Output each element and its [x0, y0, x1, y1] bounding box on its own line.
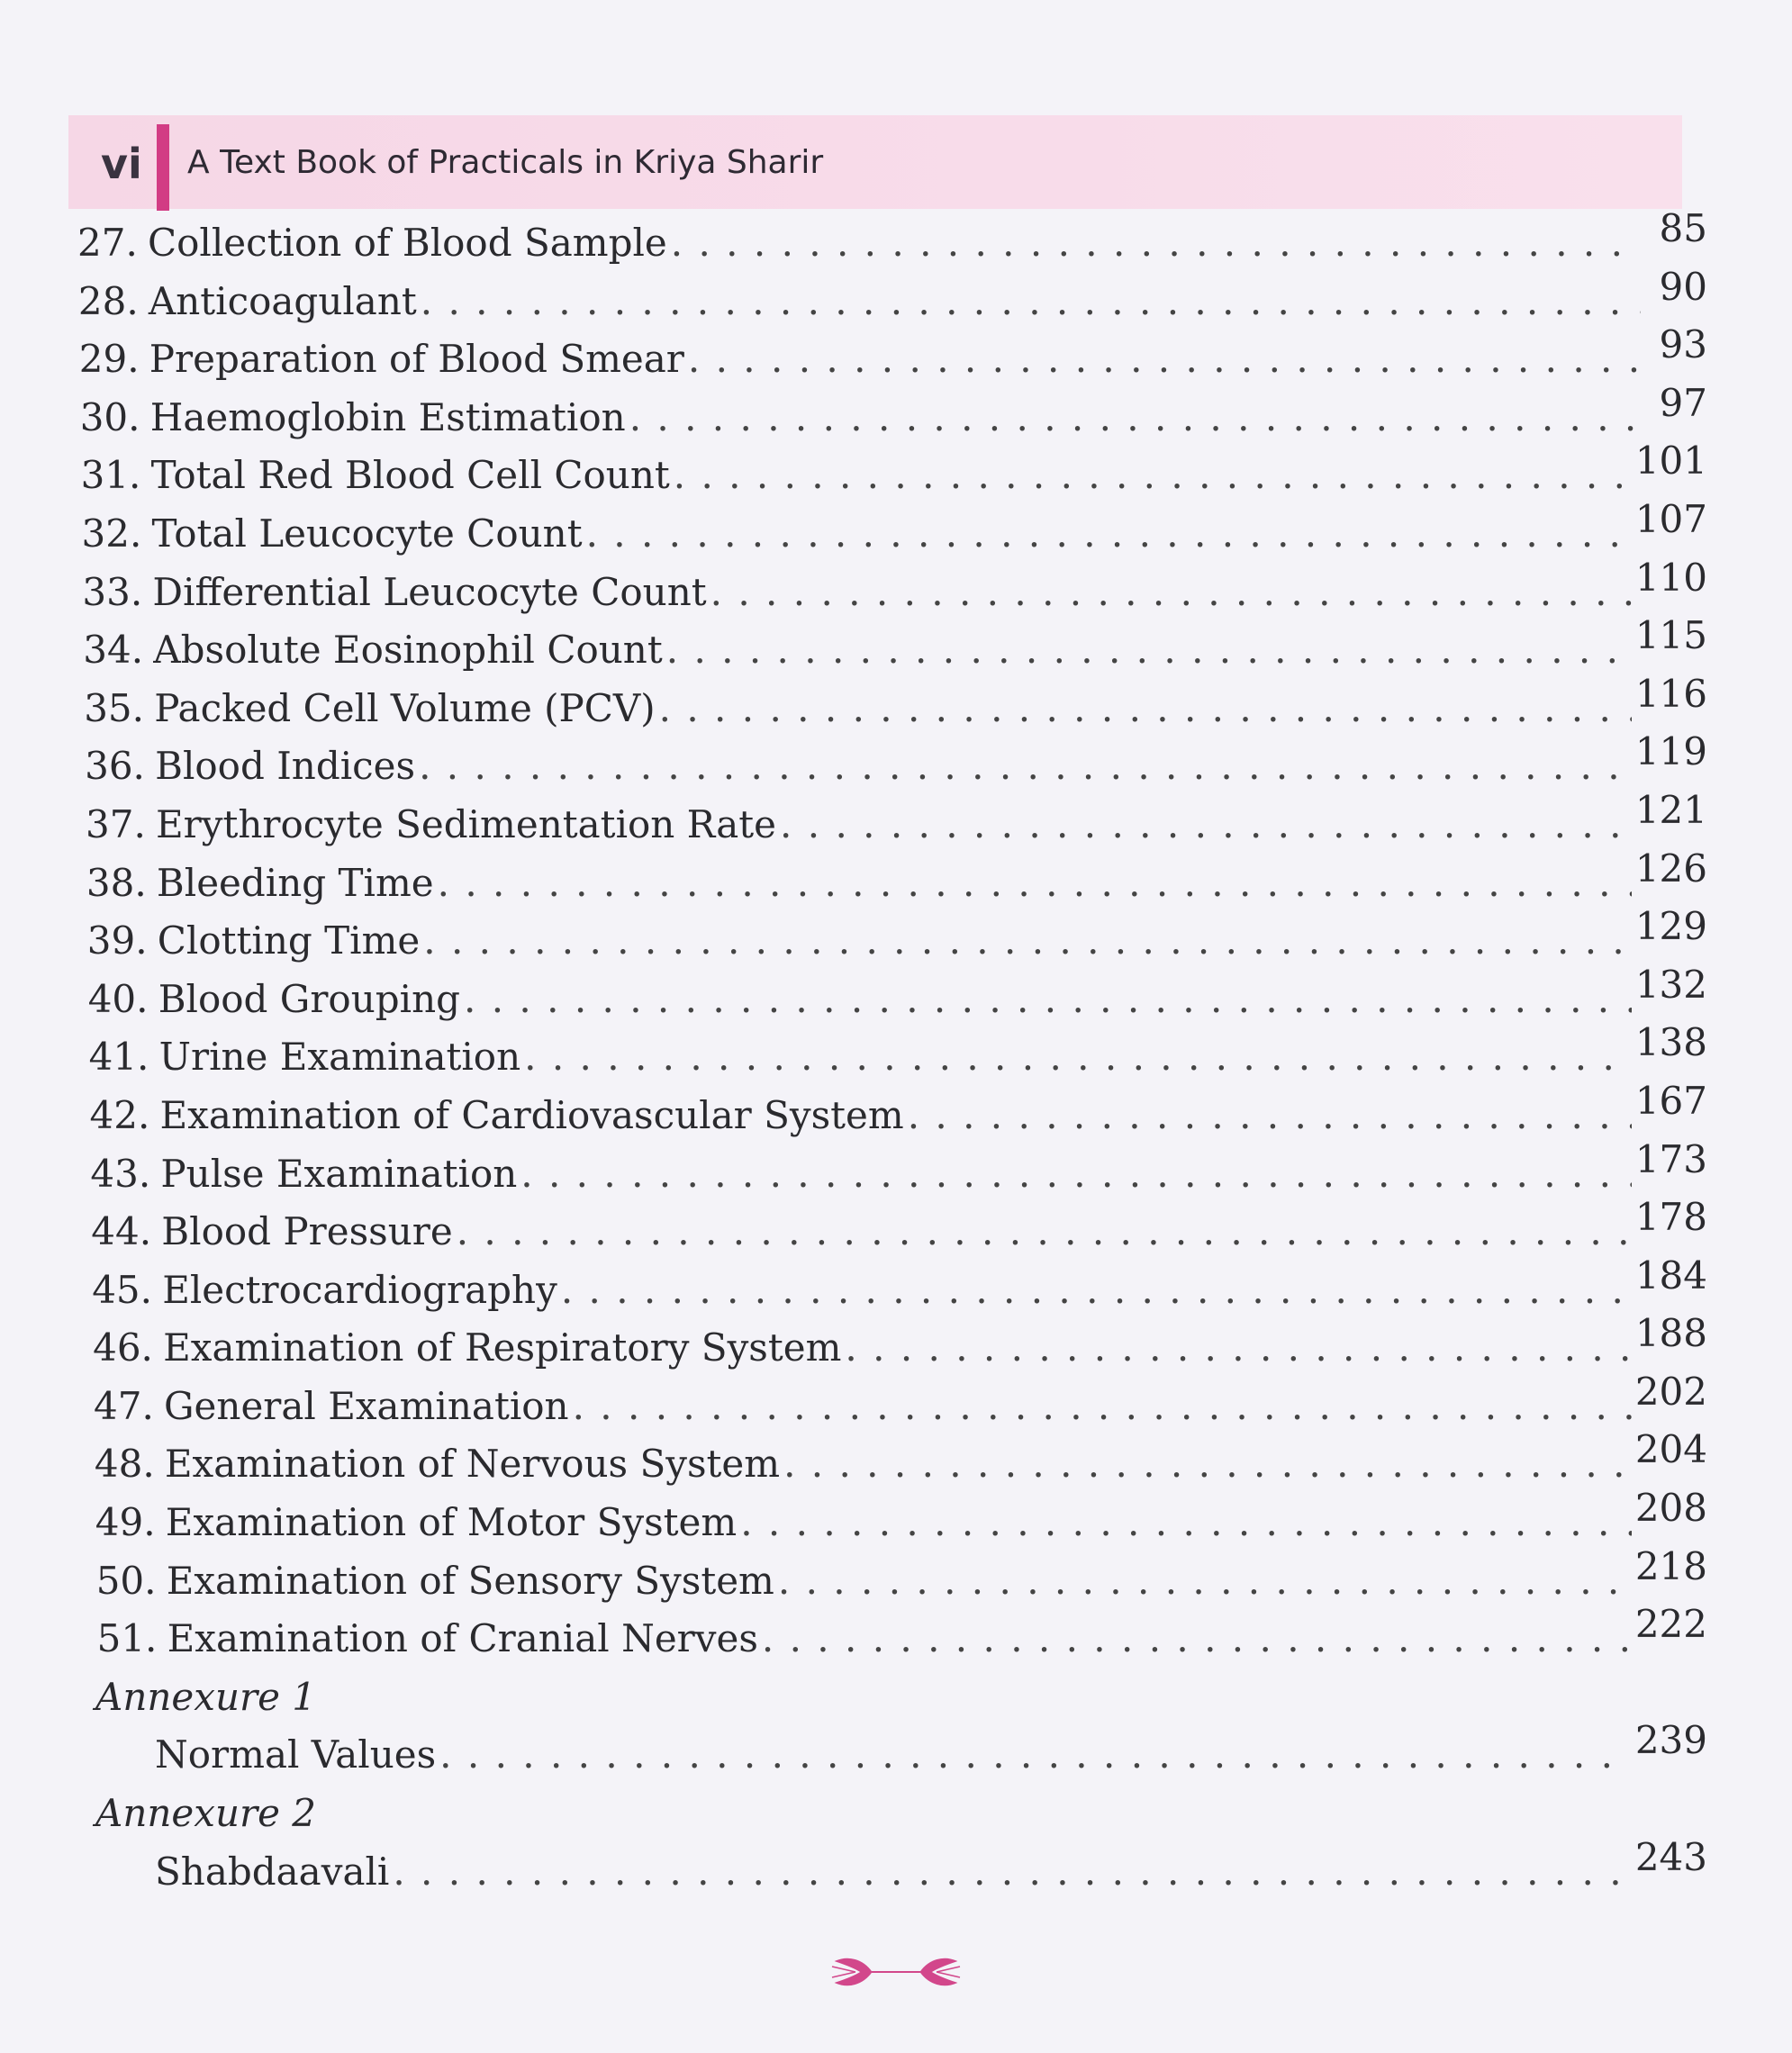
toc-dot-leader: [586, 505, 1632, 564]
toc-entry-title: Examination of Cardiovascular System: [159, 1092, 904, 1137]
toc-entry[interactable]: [77, 729, 1707, 796]
annexure-entry-page: 243: [1634, 1834, 1707, 1879]
toc-entry-title: Examination of Motor System: [165, 1500, 738, 1545]
toc-entry[interactable]: [77, 1543, 1707, 1611]
annexure-entry-page: 239: [1634, 1718, 1707, 1763]
toc-entry-number: 29.: [78, 337, 140, 382]
toc-entry-title: Differential Leucocyte Count: [152, 569, 707, 614]
toc-dot-leader: [439, 1726, 1632, 1785]
toc-entry-page: 178: [1634, 1195, 1707, 1240]
toc-entry[interactable]: [77, 555, 1707, 622]
toc-entry-page: 121: [1634, 787, 1707, 832]
toc-entry-title: Blood Indices: [155, 744, 416, 789]
toc-entry[interactable]: [77, 846, 1707, 913]
toc-entry-number: 30.: [79, 394, 140, 439]
toc-entry[interactable]: [77, 1427, 1707, 1494]
toc-entry-title: Examination of Cranial Nerves: [167, 1616, 758, 1661]
toc-dot-leader: [419, 737, 1632, 796]
toc-entry-number: 48.: [94, 1442, 155, 1487]
toc-entry[interactable]: [77, 1195, 1707, 1262]
toc-entry-title: Examination of Nervous System: [164, 1442, 781, 1487]
toc-dot-leader: [520, 1145, 1632, 1204]
toc-entry-number: 49.: [95, 1500, 156, 1545]
toc-entry-number: 27.: [77, 221, 138, 265]
toc-dot-leader: [780, 796, 1632, 855]
toc-entry-page: 222: [1634, 1602, 1707, 1647]
toc-entry-title: Bleeding Time: [156, 860, 434, 905]
toc-dot-leader: [438, 855, 1632, 913]
toc-dot-leader: [421, 273, 1641, 331]
toc-entry-page: 107: [1634, 496, 1707, 541]
toc-entry-number: 40.: [87, 976, 149, 1021]
toc-entry-page: 119: [1634, 729, 1707, 774]
toc-dot-leader: [659, 680, 1632, 738]
toc-entry[interactable]: [77, 787, 1707, 855]
table-of-contents: [77, 206, 1707, 1901]
toc-dot-leader: [393, 1843, 1631, 1902]
toc-entry-number: 35.: [84, 685, 144, 730]
toc-entry-title: Preparation of Blood Smear: [149, 337, 684, 382]
toc-dot-leader: [464, 971, 1632, 1029]
annexure-entry-title: Normal Values: [155, 1732, 437, 1777]
toc-entry-page: 184: [1634, 1253, 1707, 1298]
toc-entry[interactable]: [77, 962, 1707, 1029]
toc-entry-number: 39.: [86, 918, 148, 963]
toc-entry-number: 46.: [93, 1325, 153, 1370]
toc-entry-title: Electrocardiography: [162, 1267, 557, 1312]
toc-dot-leader: [561, 1262, 1632, 1320]
toc-dot-leader: [629, 389, 1641, 448]
toc-entry-title: Blood Pressure: [161, 1209, 453, 1254]
toc-entry-page: 85: [1659, 206, 1707, 250]
toc-entry-page: 115: [1634, 613, 1707, 658]
toc-entry-number: 33.: [82, 569, 143, 614]
toc-entry-number: 34.: [83, 628, 144, 673]
toc-entry-number: 50.: [95, 1558, 157, 1603]
toc-entry-page: 90: [1659, 264, 1707, 309]
toc-entry-number: 37.: [86, 801, 146, 846]
toc-entry-title: Examination of Sensory System: [166, 1558, 774, 1603]
toc-entry[interactable]: [77, 1311, 1707, 1378]
toc-entry-title: Anticoagulant: [148, 278, 417, 323]
toc-entry[interactable]: [77, 1253, 1707, 1320]
toc-entry-page: 97: [1659, 380, 1707, 425]
toc-entry-number: 36.: [85, 744, 145, 789]
toc-dot-leader: [573, 1378, 1632, 1436]
toc-entry-page: 110: [1634, 555, 1707, 600]
toc-dot-leader: [740, 1494, 1632, 1552]
header-accent-bar: [157, 124, 169, 211]
toc-entry-title: Clotting Time: [157, 918, 421, 963]
toc-entry-title: Erythrocyte Sedimentation Rate: [156, 801, 777, 846]
toc-entry-title: Haemoglobin Estimation: [149, 394, 626, 439]
book-title: A Text Book of Practicals in Kriya Sharir: [187, 144, 824, 181]
page-number: vi: [101, 140, 142, 188]
toc-entry-title: Absolute Eosinophil Count: [153, 628, 663, 673]
toc-entry[interactable]: [77, 380, 1707, 448]
toc-dot-leader: [783, 1435, 1632, 1494]
toc-entry-number: 42.: [89, 1092, 150, 1137]
toc-entry-number: 38.: [86, 860, 147, 905]
toc-entry-page: 93: [1659, 322, 1707, 367]
toc-dot-leader: [666, 621, 1632, 680]
annexure-entry[interactable]: [77, 1718, 1707, 1785]
toc-dot-leader: [671, 214, 1641, 273]
toc-entry-number: 43.: [90, 1151, 151, 1196]
toc-annexures: [77, 1669, 1707, 1901]
toc-entry-number: 44.: [91, 1209, 152, 1254]
toc-entry-page: 126: [1634, 846, 1707, 891]
annexure-heading: Annexure 1: [95, 1674, 317, 1719]
toc-entry[interactable]: [77, 496, 1707, 564]
toc-dot-leader: [845, 1319, 1631, 1378]
toc-dot-leader: [710, 564, 1632, 622]
toc-entry-title: Urine Examination: [158, 1035, 521, 1080]
toc-entry-page: 129: [1634, 904, 1707, 949]
toc-entry[interactable]: [77, 1020, 1707, 1087]
toc-dot-leader: [778, 1552, 1632, 1611]
toc-entry-title: Blood Grouping: [158, 976, 461, 1021]
annexure-heading: Annexure 2: [95, 1791, 317, 1836]
toc-dot-leader: [908, 1087, 1632, 1145]
toc-entry-title: Total Leucocyte Count: [151, 511, 583, 556]
toc-dot-leader: [688, 330, 1641, 389]
toc-entry-page: 101: [1634, 439, 1707, 484]
toc-entry-page: 188: [1634, 1311, 1707, 1356]
decorative-flourish-icon: [828, 1947, 964, 1997]
toc-entry-page: 116: [1634, 671, 1707, 716]
toc-entry-number: 31.: [80, 453, 141, 498]
toc-entry-number: 28.: [77, 278, 139, 323]
toc-entry[interactable]: [77, 322, 1707, 389]
toc-entry-number: 47.: [94, 1383, 154, 1428]
toc-entry-title: Total Red Blood Cell Count: [150, 453, 670, 498]
toc-dot-leader: [762, 1610, 1632, 1669]
toc-dot-leader: [423, 912, 1632, 971]
toc-entry[interactable]: [77, 613, 1707, 680]
toc-entry-page: 204: [1634, 1427, 1707, 1472]
toc-entry-title: General Examination: [164, 1383, 569, 1428]
toc-entry-title: Collection of Blood Sample: [148, 221, 667, 265]
toc-entry-title: Pulse Examination: [160, 1151, 518, 1196]
toc-entry-number: 45.: [92, 1267, 152, 1312]
toc-entry[interactable]: [77, 671, 1707, 738]
toc-entry-title: Examination of Respiratory System: [163, 1325, 842, 1370]
toc-entry-number: 51.: [96, 1616, 158, 1661]
toc-entry[interactable]: [77, 206, 1707, 273]
toc-entry[interactable]: [77, 904, 1707, 971]
toc-entry-page: 167: [1634, 1078, 1707, 1123]
toc-entry[interactable]: [77, 1486, 1707, 1552]
toc-dot-leader: [457, 1203, 1632, 1262]
toc-entry-page: 218: [1634, 1543, 1707, 1588]
toc-entry-page: 138: [1634, 1020, 1707, 1065]
toc-entry-number: 32.: [81, 511, 142, 556]
toc-entry-page: 202: [1634, 1369, 1707, 1414]
toc-entry-page: 208: [1634, 1486, 1707, 1531]
toc-entry-number: 41.: [88, 1035, 149, 1080]
annexure-entry-title: Shabdaavali: [155, 1849, 390, 1894]
annexure-entry[interactable]: [77, 1834, 1707, 1902]
toc-entry[interactable]: [77, 439, 1707, 505]
toc-entry[interactable]: [77, 1078, 1707, 1145]
toc-entry[interactable]: [77, 1602, 1707, 1669]
toc-entry[interactable]: [77, 1136, 1707, 1204]
toc-entry-title: Packed Cell Volume (PCV): [154, 685, 656, 730]
toc-entry[interactable]: [77, 1369, 1707, 1436]
toc-entries: [77, 206, 1707, 1669]
toc-entry-page: 132: [1634, 962, 1707, 1007]
toc-dot-leader: [524, 1028, 1632, 1087]
toc-entry[interactable]: [77, 264, 1707, 331]
toc-entry-page: 173: [1634, 1136, 1707, 1181]
toc-dot-leader: [674, 447, 1632, 505]
